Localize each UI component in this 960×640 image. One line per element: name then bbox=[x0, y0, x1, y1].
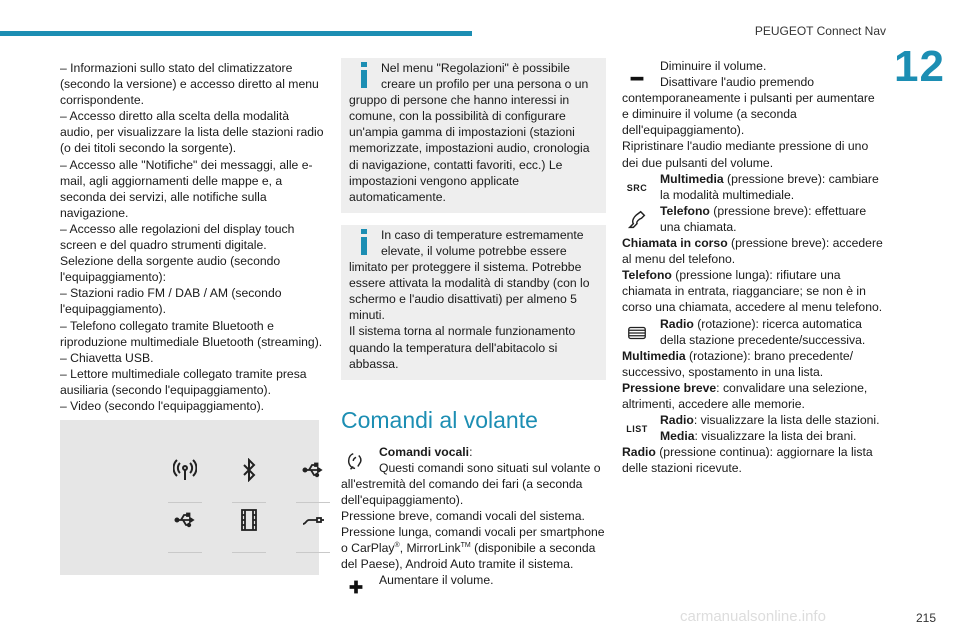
list-icon: LIST bbox=[626, 424, 648, 435]
audio-source-illustration bbox=[60, 420, 319, 575]
column-2 bbox=[341, 58, 606, 602]
column-3 bbox=[622, 58, 884, 476]
paragraph: – Accesso diretto alla scelta della modalità audio, per visualizzare la lista delle stazioni radio (o dei titoli secondo la sorgente). bbox=[60, 109, 324, 156]
aux-cable-icon bbox=[296, 508, 330, 553]
text-run: : convalidare una selezione, altrimenti, accedere alle memorie. bbox=[622, 380, 868, 411]
text-run: : visualizzare la lista dei brani. bbox=[694, 429, 857, 444]
paragraph: – Telefono collegato tramite Bluetooth e riproduzione multimediale Bluetooth (streaming). bbox=[60, 318, 323, 349]
usb-icon bbox=[296, 458, 330, 503]
section-title: Comandi al volante bbox=[341, 406, 538, 433]
bold-term: Chiamata in corso bbox=[622, 236, 728, 251]
text-run: : visualizzare la lista delle stazioni. bbox=[693, 413, 880, 428]
minus-icon bbox=[622, 60, 652, 90]
text-run: (disponibile a seconda del Paese), Android Auto tramite il sistema. bbox=[341, 541, 596, 572]
info-icon bbox=[355, 62, 373, 90]
text-run: (pressione lunga): rifiutare una chiamata in entrata, riagganciare; se non è in corso una chiamata, accedere al menu telefono. bbox=[622, 268, 883, 315]
text-run: , MirrorLink bbox=[399, 541, 461, 556]
paragraph: – Lettore multimediale collegato tramite presa ausiliaria (secondo l'equipaggiamento). bbox=[60, 366, 307, 397]
radio-icon bbox=[168, 458, 202, 503]
minus-text: Disattivare l'audio premendo contemporaneamente i pulsanti per aumentare e diminuire il volume (a seconda dell'equipaggiamento). bbox=[622, 75, 875, 138]
paragraph: – Chiavetta USB. bbox=[60, 350, 154, 365]
phone-icon bbox=[622, 205, 652, 235]
paragraph bbox=[622, 348, 884, 380]
text-run: (pressione continua): aggiornare la lista delle stazioni ricevute. bbox=[622, 445, 873, 476]
paragraph: Selezione della sorgente audio (secondo l'equipaggiamento): bbox=[60, 254, 281, 285]
info-text: In caso di temperature estremamente elevate, il volume potrebbe essere limitato per proteggere il sistema. Potrebbe essere attivata la modalità di standby (con lo schermo e l'audio disattivati) per almeno 5 minuti. bbox=[349, 227, 590, 323]
paragraph: – Informazioni sullo stato del climatizzatore (secondo la versione) e accesso diretto al menu corrispondente. bbox=[60, 61, 319, 108]
text-run: (pressione breve): cambiare la modalità multimediale. bbox=[660, 171, 879, 202]
paragraph bbox=[622, 267, 884, 315]
paragraph: – Accesso alle regolazioni del display touch screen e del quadro strumenti digitale. bbox=[60, 221, 295, 253]
paragraph: – Stazioni radio FM / DAB / AM (secondo l'equipaggiamento). bbox=[60, 286, 282, 317]
paragraph bbox=[622, 235, 884, 267]
paragraph: Pressione breve, comandi vocali del sistema. bbox=[341, 509, 585, 524]
text-run: (pressione breve): effettuare una chiamata. bbox=[660, 203, 867, 234]
paragraph: – Video (secondo l'equipaggiamento). bbox=[60, 398, 265, 413]
paragraph: Ripristinare l'audio mediante pressione di uno dei due pulsanti del volume. bbox=[622, 139, 869, 170]
column-1 bbox=[60, 60, 325, 414]
text-run: Pressione lunga, comandi vocali per smartphone o CarPlay bbox=[341, 525, 605, 556]
info-text: Il sistema torna al normale funzionamento quando la temperatura dell'abitacolo si abbassa. bbox=[349, 324, 576, 371]
bold-term: Multimedia bbox=[622, 348, 686, 363]
page-number: 215 bbox=[916, 611, 937, 625]
plus-text: Aumentare il volume. bbox=[379, 573, 494, 588]
info-text: Nel menu "Regolazioni" è possibile creare un profilo per una persona o un gruppo di persone che hanno interessi in comune, con la possibilità di configurare un'ampia gamma di impostazioni (stazioni memorizzate, impostazioni audio, cronologia di navigazione, contatti favoriti, ecc.) Le impostazioni vengono applicate automaticamente. bbox=[349, 61, 590, 204]
thumbwheel-icon bbox=[622, 318, 652, 348]
text-run: (rotazione): brano precedente/ successivo, spostamento in una lista. bbox=[622, 348, 853, 379]
info-box-temperature bbox=[341, 225, 606, 380]
voice-text: Questi comandi sono situati sul volante o all'estremità del comando dei fari (a seconda dell'equipaggiamento). bbox=[341, 460, 601, 507]
trademark: TM bbox=[460, 542, 471, 550]
bold-term: Radio bbox=[622, 445, 656, 460]
bold-term: Media bbox=[660, 429, 695, 444]
plus-icon bbox=[341, 572, 371, 602]
bold-term: Telefono bbox=[622, 268, 672, 283]
info-box-profiles bbox=[341, 58, 606, 213]
bluetooth-icon bbox=[232, 458, 266, 503]
text-run: (rotazione): ricerca automatica della stazione precedente/successiva. bbox=[660, 316, 866, 347]
bold-term: Multimedia bbox=[660, 171, 724, 186]
paragraph bbox=[622, 444, 884, 476]
registered-mark: ® bbox=[394, 542, 400, 550]
video-icon bbox=[232, 508, 266, 553]
bold-term: Radio bbox=[660, 413, 694, 428]
voice-command-icon bbox=[341, 446, 371, 476]
bold-term: Radio bbox=[660, 316, 694, 331]
header-accent-bar bbox=[0, 31, 472, 36]
colon: : bbox=[469, 444, 473, 459]
watermark: carmanualsonline.info bbox=[680, 608, 826, 625]
paragraph bbox=[622, 380, 884, 412]
text-run: (pressione breve): accedere al menu del telefono. bbox=[622, 236, 883, 267]
bold-term: Telefono bbox=[660, 203, 710, 218]
paragraph bbox=[341, 524, 606, 572]
usb-icon bbox=[168, 508, 202, 553]
voice-label: Comandi vocali bbox=[379, 444, 470, 459]
bold-term: Pressione breve bbox=[622, 380, 717, 395]
minus-text: Diminuire il volume. bbox=[660, 59, 767, 73]
manual-title: PEUGEOT Connect Nav bbox=[754, 24, 886, 38]
info-icon bbox=[355, 229, 373, 257]
chapter-number: 12 bbox=[894, 42, 945, 91]
src-icon: SRC bbox=[626, 182, 648, 193]
paragraph: – Accesso alle "Notifiche" dei messaggi, alle e-mail, agli aggiornamenti delle mappe e, a seconda dei servizi, alle notifiche sulla navigazione. bbox=[60, 157, 313, 220]
